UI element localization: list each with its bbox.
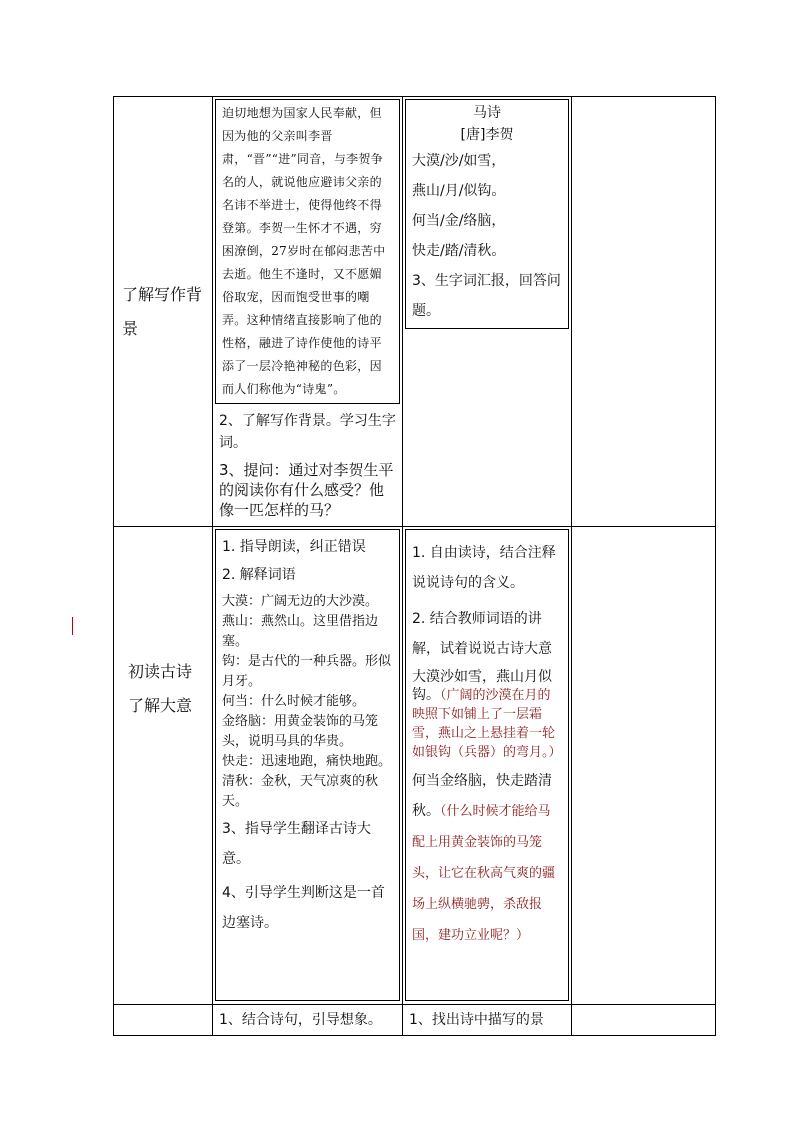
step-1: 1. 指导朗读，纠正错误: [222, 539, 366, 555]
notes-cell: [572, 1005, 716, 1036]
student-step-3: 3、生字词汇报，回答问题。: [412, 273, 561, 319]
definition: 钩：是古代的一种兵器。形似月牙。: [222, 654, 392, 689]
definition: 清秋：金秋，天气凉爽的秋天。: [222, 774, 379, 809]
row-label-line2: 了解大意: [128, 696, 193, 715]
row-label-cell: [114, 1005, 213, 1036]
lesson-plan-table: [113, 96, 716, 1036]
poem-box: [405, 99, 569, 329]
definition: 燕山：燕然山。这里借指边塞。: [222, 614, 379, 649]
student-step-1: 1、找出诗中描写的景: [409, 1012, 544, 1028]
couplet-1-meaning: （广阔的沙漠在月的映照下如铺上了一层霜雪，燕山之上悬挂着一轮如银钩（兵器）的弯月。）: [412, 688, 562, 760]
student-step-2: 2. 结合教师词语的讲解，试着说说古诗大意: [412, 611, 552, 657]
teacher-activity-cell: [213, 1005, 403, 1036]
step-2: 2. 解释词语: [222, 567, 296, 583]
row-label-cell: [114, 527, 213, 1005]
table-row: [114, 1005, 716, 1036]
row-label-cell: [114, 97, 213, 527]
poem-line: 燕山/月/似钩。: [412, 183, 506, 199]
teacher-activity-cell: [213, 527, 403, 1005]
student-steps-box: [405, 529, 569, 1001]
poem-title: 马诗: [473, 105, 501, 121]
bio-text: 迫切地想为国家人民奉献，但因为他的父亲叫李晋肃，“晋”“进”同音，与李贺争名的人，就说他应避讳父亲的名讳不举进士，使得他终不得登第。李贺一生怀才不遇，穷困潦倒，27岁时在郁闷悲苦中去逝。他生不逢时，又不愿媚俗取宠，因而饱受世事的嘲弄。这种情绪直接影响了他的性格，融进了诗作使他的诗平添了一层冷艳神秘的色彩，因而人们称他为“诗鬼”。: [222, 106, 386, 396]
poem-couplet-1: 大漠沙如雪，燕山月似钩。: [412, 669, 552, 703]
definition: 大漠：广阔无边的大沙漠。: [222, 594, 379, 609]
step-3: 3、指导学生翻译古诗大意。: [222, 821, 371, 867]
couplet-2-meaning: （什么时候才能给马配上用黄金装饰的马笼头，让它在秋高气爽的疆场上纵横驰骋，杀敌报国，建功立业呢？）: [412, 804, 556, 943]
row-label-line1: 初读古诗: [128, 662, 193, 681]
notes-cell: [572, 527, 716, 1005]
bio-box: [215, 99, 400, 404]
definition: 快走：迅速地跑，痛快地跑。: [222, 754, 392, 769]
poem-couplet-2: 何当金络脑，快走踏清秋。: [412, 773, 552, 819]
student-activity-cell: [403, 527, 572, 1005]
student-activity-cell: [403, 97, 572, 527]
poem-line: 何当/金/络脑，: [412, 213, 506, 229]
teacher-steps-box: [215, 529, 400, 1001]
table-row: [114, 527, 716, 1005]
definition: 金络脑：用黄金装饰的马笼头，说明马具的华贵。: [222, 714, 379, 749]
notes-cell: [572, 97, 716, 527]
text-cursor: [72, 617, 73, 635]
step-2: 2、了解写作背景。学习生字词。: [219, 413, 396, 451]
poem-line: 快走/踏/清秋。: [412, 243, 506, 259]
poem-author: [唐]李贺: [460, 127, 514, 143]
teacher-activity-cell: [213, 97, 403, 527]
student-step-1: 1. 自由读诗，结合注释说说诗句的含义。: [412, 545, 556, 591]
table-row: [114, 97, 716, 527]
step-1: 1、结合诗句，引导想象。: [219, 1012, 382, 1028]
step-3: 3、提问：通过对李贺生平的阅读你有什么感受？他像一匹怎样的马？: [219, 461, 394, 519]
step-4: 4、引导学生判断这是一首边塞诗。: [222, 885, 385, 931]
definition: 何当：什么时候才能够。: [222, 694, 366, 709]
row-label: 了解写作背景: [122, 284, 203, 338]
poem-line: 大漠/沙/如雪，: [412, 153, 506, 169]
student-activity-cell: [403, 1005, 572, 1036]
